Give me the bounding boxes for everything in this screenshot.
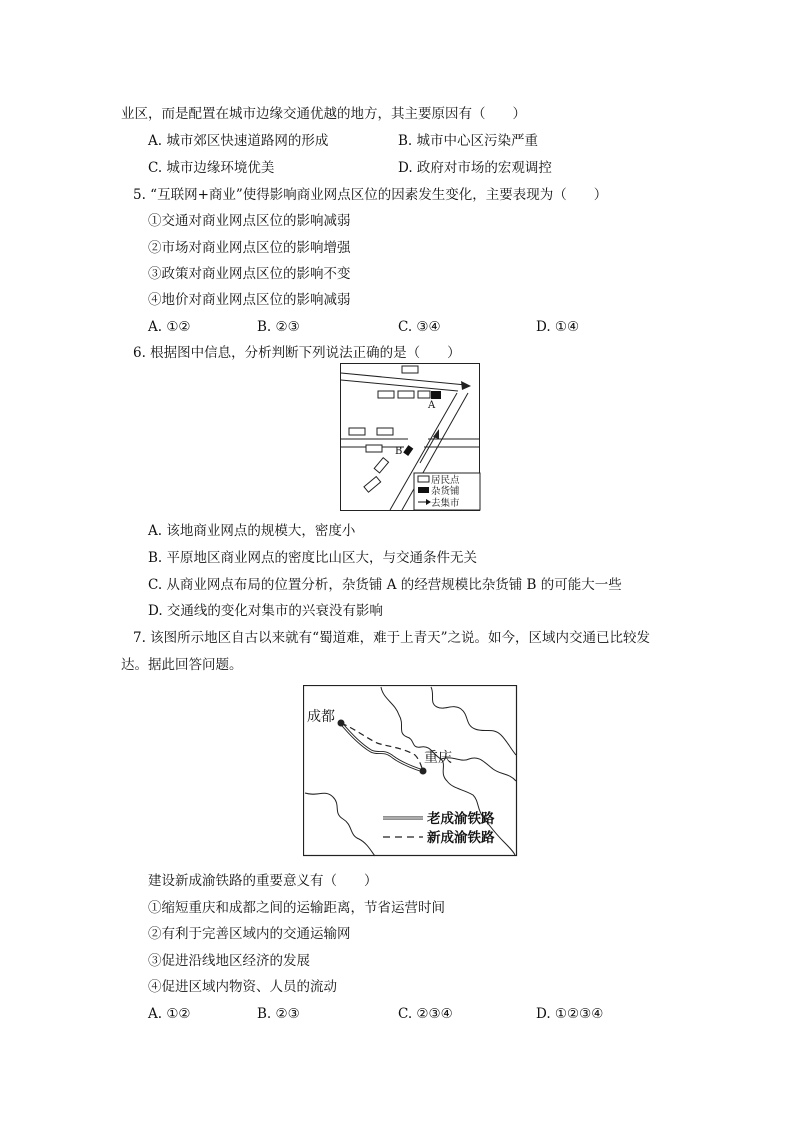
q5-option-b[interactable]: B. ②③ — [257, 319, 300, 335]
q7-stem-line-2: 达。据此回答问题。 — [121, 657, 243, 673]
q5-statement-1: ①交通对商业网点区位的影响减弱 — [148, 213, 351, 229]
legend-new-railway: 新成渝铁路 — [427, 830, 495, 846]
q5-stem: 5. “互联网+商业”使得影响商业网点区位的因素发生变化，主要表现为（ ） — [133, 187, 608, 203]
residential-point — [402, 366, 418, 373]
chengdu-label: 成都 — [307, 709, 335, 725]
q6-market-map — [340, 363, 481, 512]
q5-statement-2: ②市场对商业网点区位的影响增强 — [148, 240, 351, 256]
residential-point — [418, 391, 430, 398]
q4-option-c[interactable]: C. 城市边缘环境优美 — [148, 160, 275, 176]
q7-statement-2: ②有利于完善区域内的交通运输网 — [148, 926, 351, 942]
store-b-label: B — [395, 446, 403, 457]
q7-option-d[interactable]: D. ①②③④ — [536, 1006, 604, 1022]
q6-option-a[interactable]: A. 该地商业网点的规模大，密度小 — [148, 523, 356, 539]
q7-option-c[interactable]: C. ②③④ — [398, 1006, 453, 1022]
q7-option-b[interactable]: B. ②③ — [257, 1006, 300, 1022]
q4-option-d[interactable]: D. 政府对市场的宏观调控 — [398, 160, 552, 176]
q4-option-b[interactable]: B. 城市中心区污染严重 — [398, 133, 539, 149]
q7-stem-line-1: 7. 该图所示地区自古以来就有“蜀道难，难于上青天”之说。如今，区域内交通已比较发 — [133, 630, 650, 646]
residential-point — [398, 391, 414, 398]
q7-statement-4: ④促进区域内物资、人员的流动 — [148, 979, 337, 995]
q7-question: 建设新成渝铁路的重要意义有（ ） — [148, 873, 378, 889]
legend-old-railway: 老成渝铁路 — [427, 811, 495, 827]
q4-stem-tail: 业区，而是配置在城市边缘交通优越的地方，其主要原因有（ ） — [121, 106, 526, 122]
residential-point — [378, 391, 394, 398]
q6-stem: 6. 根据图中信息，分析判断下列说法正确的是（ ） — [133, 345, 461, 361]
q5-option-c[interactable]: C. ③④ — [398, 319, 441, 335]
q6-option-c[interactable]: C. 从商业网点布局的位置分析，杂货铺 A 的经营规模比杂货铺 B 的可能大一些 — [148, 577, 622, 593]
chongqing-marker — [420, 768, 427, 775]
q6-option-b[interactable]: B. 平原地区商业网点的密度比山区大，与交通条件无关 — [148, 550, 478, 566]
q7-option-a[interactable]: A. ①② — [148, 1006, 191, 1022]
q5-option-a[interactable]: A. ①② — [148, 319, 191, 335]
residential-point — [366, 445, 382, 452]
legend-residential: 居民点 — [431, 475, 460, 486]
q7-statement-3: ③促进沿线地区经济的发展 — [148, 953, 310, 969]
q5-option-d[interactable]: D. ①④ — [536, 319, 580, 335]
store-a-marker — [431, 391, 441, 399]
q6-option-d[interactable]: D. 交通线的变化对集市的兴衰没有影响 — [148, 603, 383, 619]
q5-statement-3: ③政策对商业网点区位的影响不变 — [148, 266, 351, 282]
q7-statement-1: ①缩短重庆和成都之间的运输距离，节省运营时间 — [148, 900, 445, 916]
legend-store: 杂货铺 — [431, 486, 460, 497]
legend-market: 去集市 — [431, 498, 460, 509]
residential-point — [349, 428, 365, 435]
chongqing-label: 重庆 — [424, 750, 452, 766]
residential-point — [377, 428, 393, 435]
q5-statement-4: ④地价对商业网点区位的影响减弱 — [148, 292, 351, 308]
q4-option-a[interactable]: A. 城市郊区快速道路网的形成 — [148, 133, 329, 149]
q7-railway-map — [303, 685, 518, 857]
store-a-label: A — [428, 400, 436, 411]
chengdu-marker — [338, 720, 345, 727]
